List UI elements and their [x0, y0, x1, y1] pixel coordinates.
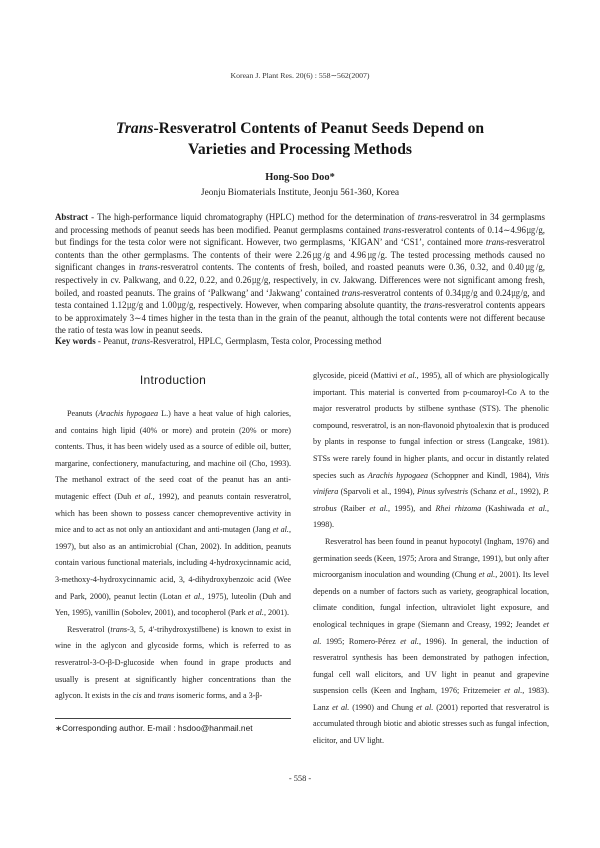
- keywords: Key words - Peanut, trans-Resveratrol, HPLC, Germplasm, Testa color, Processing method: [55, 336, 382, 346]
- journal-citation: Korean J. Plant Res. 20(6) : 558∼562(2007): [230, 71, 370, 80]
- left-column: [55, 372, 291, 705]
- abstract: Abstract - The high-performance liquid chromatography (HPLC) method for the determination of trans-resveratrol in 34 germplasms and processing methods of peanut seeds has been modified. Peanut germplasms contained trans-resveratrol contents of 0.14∼4.96㎍/g, but findings for the testa color were not significant. However, two germplasms, ‘KIGAN’ and ‘CS1’, contained more trans-resveratrol contents than the other germplasms. The contents of their were 2.26㎍/g and 4.96㎍/g. The tested processing methods caused no significant changes in trans-resveratrol contents. The contents of fresh, boiled, and roasted peanuts were 0.36, 0.32, and 0.40㎍/g, respectively in cv. Palkwang, and 0.22, 0.22, and 0.26㎍/g, respectively, in cv. Jakwang. Differences were not significant among fresh, boiled, and roasted peanuts. The grains of ‘Palkwang’ and ‘Jakwang’ contained trans-resveratrol contents of 0.34㎍/g and 0.24㎍/g, and testa contained 1.12㎍/g and 1.00㎍/g, respectively. However, when comparing absolute quantity, the trans-resveratrol contents appears to be approximately 3∼4 times higher in the testa than in the grain of the peanut, although the total contents were not different because the ratio of testa was low in peanut seeds.: [55, 212, 545, 336]
- author-name: Hong-Soo Doo*: [265, 172, 335, 183]
- title-italic: Trans: [115, 120, 154, 137]
- keywords-label: Key words: [55, 336, 96, 346]
- intro-paragraph-3: glycoside, piceid (Mattivi et al., 1995), all of which are physiologically important. This material is converted from p-coumaroyl-Co A to the major resveratrol products by stilbene synthase (STS). The phenolic compound, resveratrol, is an non-flavonoid phytoalexin that is produced by plants in response to fungal infection or stress (Langcake, 1981). STSs were rarely found in higher plants, and occur in distantly related species such as Arachis hypogaea (Schoppner and Kindl, 1984), Vitis vinifera (Sparvoli et al., 1994), Pinus sylvestris (Schanz et al., 1992), P. strobus (Raiber et al., 1995), and Rhei rhizoma (Kashiwada et al., 1998).: [313, 371, 550, 530]
- right-column: [313, 368, 549, 750]
- title-line2: Varieties and Processing Methods: [188, 141, 412, 158]
- page-number: - 558 -: [288, 774, 312, 783]
- section-heading-introduction: Introduction: [139, 373, 207, 387]
- intro-paragraph-2: Resveratrol (trans-3, 5, 4′-trihydroxystilbene) is known to exist in wine in the aglycon and glycoside forms, which is referred to as resveratrol-3-O-β-D-glucoside when found in grape products and usually is present at significantly higher concentrations than the aglycon. It exists in the cis and trans isomeric forms, and a 3-β-: [55, 624, 291, 701]
- title-line1: -Resveratrol Contents of Peanut Seeds Depend on: [153, 120, 485, 137]
- abstract-label: Abstract: [55, 212, 89, 222]
- footnote-divider: [55, 718, 291, 719]
- intro-paragraph-4: Resveratrol has been found in peanut hypocotyl (Ingham, 1976) and germination seeds (Keen, 1975; Arora and Strange, 1991), but only after microorganism inoculation and wounding (Chung et al., 2001). Its level depends on a number of factors such as variety, geographical location, climate condition, fungal infection, ultraviolet light exposure, and enological techniques in grape (Siemann and Creasy, 1992; Jeandet et al. 1995; Romero-Pérez et al., 1996). In general, the induction of resveratrol synthesis has been demonstrated by pathogen infection, fungal cell wall elicitors, and UV light in peanut and grapevine suspension cells (Keen and Ingham, 1976; Fritzemeier et al., 1983). Lanz et al. (1990) and Chung et al. (2001) reported that resveratrol is accumulated through biotic and abiotic stresses such as fungal infection, elicitor, and UV light.: [313, 536, 550, 746]
- author-affiliation: Jeonju Biomaterials Institute, Jeonju 561-360, Korea: [200, 188, 400, 198]
- corresponding-author-footnote: ∗Corresponding author. E-mail : hsdoo@hanmail.net: [55, 723, 253, 733]
- paper-title: [60, 118, 540, 160]
- intro-paragraph-1: Peanuts (Arachis hypogaea L.) have a heat value of high calories, and contains high lipid (40% or more) and protein (20% or more) contents. Thus, it has been widely used as a source of edible oil, butter, margarine, confectionery, manufacturing, and machine oil (Cho, 1993). The methanol extract of the seed coat of the peanut has an anti-mutagenic effect (Duh et al., 1992), and peanuts contain resveratrol, which has been shown to possess cancer chemopreventive activity in mice and to act as not only an antioxidant and anti-mutagen (Jang et al., 1997), but also as an antimicrobial (Chan, 2002). In addition, peanuts contain various functional materials, including 4-hydroxycinnamic acid, 3-methoxy-4-hydroxycinnamic acid, 3, 4-dihydroxybenzoic acid (Wee and Park, 2000), peanut lectin (Lotan et al., 1975), luteolin (Duh and Yen, 1995), vanillin (Sobolev, 2001), and tocopherol (Park et al., 2001).: [55, 409, 291, 618]
